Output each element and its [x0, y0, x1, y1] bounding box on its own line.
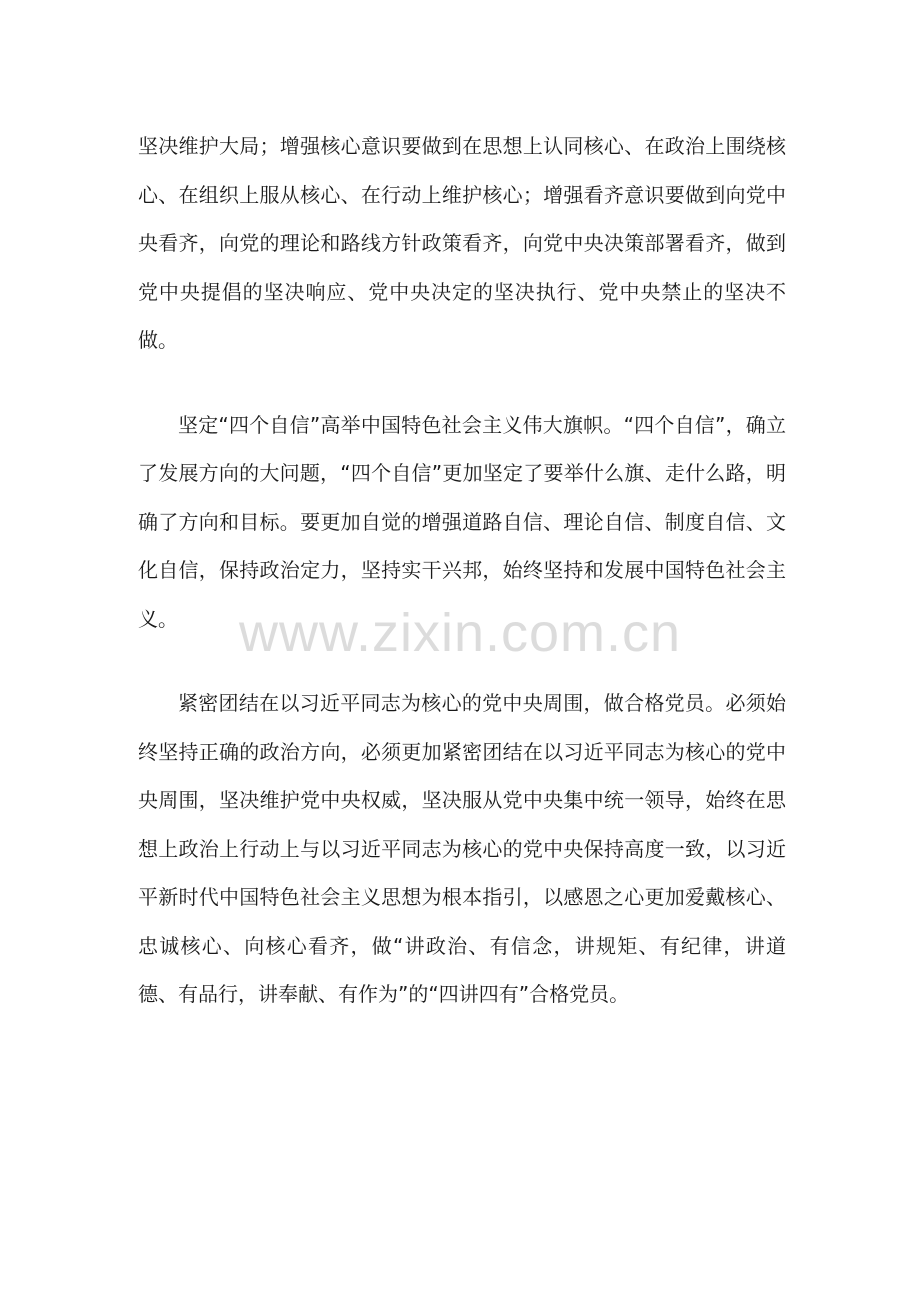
watermark: www.zixin.com.cn: [238, 603, 682, 663]
paragraph-2: 坚定“四个自信”高举中国特色社会主义伟大旗帜。“四个自信”，确立了发展方向的大问题，“四个自信”更加坚定了要举什么旗、走什么路，明确了方向和目标。要更加自觉的增强道路自信、理论自信、制度自信、文化自信，保持政治定力，坚持实干兴邦，始终坚持和发展中国特色社会主义。: [138, 412, 786, 631]
paragraph-1: 坚决维护大局；增强核心意识要做到在思想上认同核心、在政治上围绕核心、在组织上服从核心、在行动上维护核心；增强看齐意识要做到向党中央看齐，向党的理论和路线方针政策看齐，向党中央决策部署看齐，做到党中央提倡的坚决响应、党中央决定的坚决执行、党中央禁止的坚决不做。: [138, 134, 786, 352]
document-body: [138, 122, 786, 1019]
paragraph-3: 紧密团结在以习近平同志为核心的党中央周围，做合格党员。必须始终坚持正确的政治方向，必须更加紧密团结在以习近平同志为核心的党中央周围，坚决维护党中央权威，坚决服从党中央集中统一领导，始终在思想上政治上行动上与以习近平同志为核心的党中央保持高度一致，以习近平新时代中国特色社会主义思想为根本指引，以感恩之心更加爱戴核心、忠诚核心、向核心看齐，做“讲政治、有信念，讲规矩、有纪律，讲道德、有品行，讲奉献、有作为”的“四讲四有”合格党员。: [138, 691, 786, 1006]
